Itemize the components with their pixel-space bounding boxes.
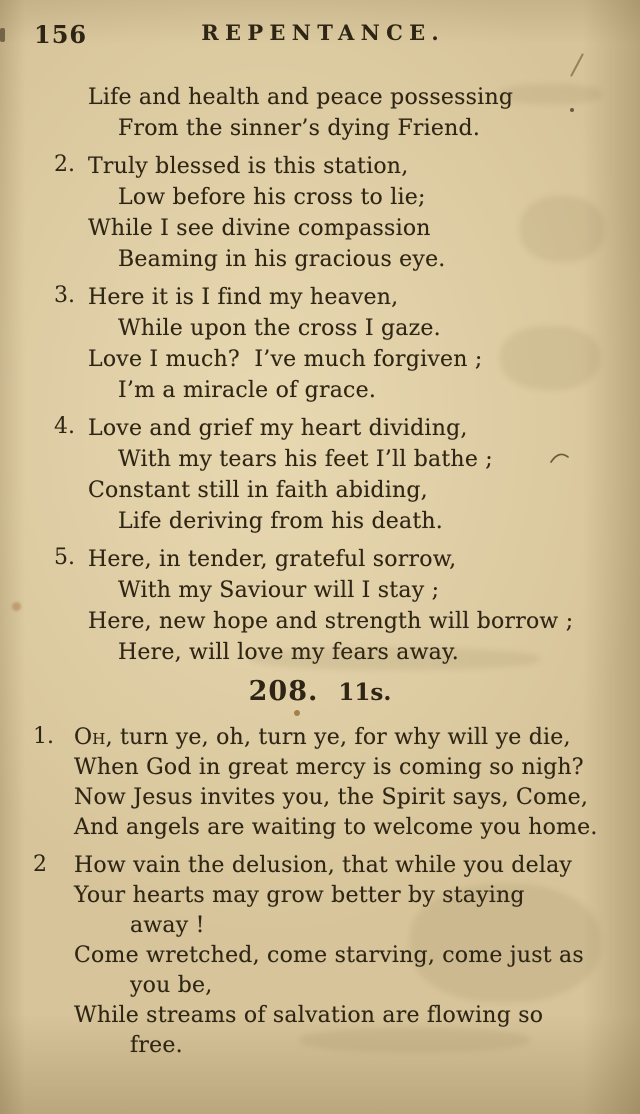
verse-line: Here, will love my fears away. [118,640,459,665]
verse-line: While I see divine compassion [88,216,431,241]
page-number: 156 [34,20,88,49]
verse-line: How vain the delusion, that while you delay [74,853,573,878]
verse-line: Here, in tender, grateful sorrow, [88,547,457,572]
verse-number: 4. [54,414,75,439]
verse [0,82,640,144]
verse-line: Beaming in his gracious eye. [118,247,446,272]
verse-line: And angels are waiting to welcome you home. [74,815,598,840]
hymn-heading [0,676,640,707]
verse-line: Love I much? I’ve much forgiven ; [88,347,483,372]
verse-number: 5. [54,545,75,570]
verse-line: free. [130,1033,183,1058]
verse [0,544,640,668]
verse [0,282,640,406]
verse [0,413,640,537]
verse-line: Life deriving from his death. [118,509,444,534]
verse [0,151,640,275]
verse-number: 1. [33,724,54,749]
verse-line: When God in great mercy is coming so nigh? [74,755,584,780]
verse-line: Life and health and peace possessing [88,85,514,110]
verse-line: Come wretched, come starving, come just as [74,943,584,968]
verse [0,851,640,1061]
section-title: REPENTANCE. [201,20,446,45]
verse-line: With my Saviour will I stay ; [118,578,440,603]
hymn-previous [0,82,640,668]
verse-line: Here it is I find my heaven, [88,285,399,310]
verse-line: While streams of salvation are flowing so [74,1003,544,1028]
verse-line: Constant still in faith abiding, [88,478,428,503]
hymn-meter: 11s. [338,679,392,706]
hymn-number: 208. [248,676,319,707]
verse-line [74,723,640,753]
verse-line: While upon the cross I gaze. [118,316,441,341]
verse-line-rest: , turn ye, oh, turn ye, for why will ye die, [105,725,571,750]
verse-line: From the sinner’s dying Friend. [118,116,481,141]
verse-line: With my tears his feet I’ll bathe ; [118,447,493,472]
verse-line: Low before his cross to lie; [118,185,426,210]
verse-line: Now Jesus invites you, the Spirit says, Come, [74,785,589,810]
smallcaps-opening-word: Oh [74,725,106,750]
hymn-208 [0,723,640,1061]
verse-number: 2 [33,852,47,877]
verse-number: 3. [54,283,75,308]
verse-line: you be, [130,973,213,998]
verse-line: I’m a miracle of grace. [118,378,377,403]
verse-number: 2. [54,152,75,177]
verse-line: away ! [130,913,205,938]
verse-line: Love and grief my heart dividing, [88,416,468,441]
page-header [0,20,640,52]
verse-line: Truly blessed is this station, [88,154,409,179]
verse-line: Here, new hope and strength will borrow ; [88,609,574,634]
verse-line: Your hearts may grow better by staying [74,883,525,908]
verse [0,723,640,843]
